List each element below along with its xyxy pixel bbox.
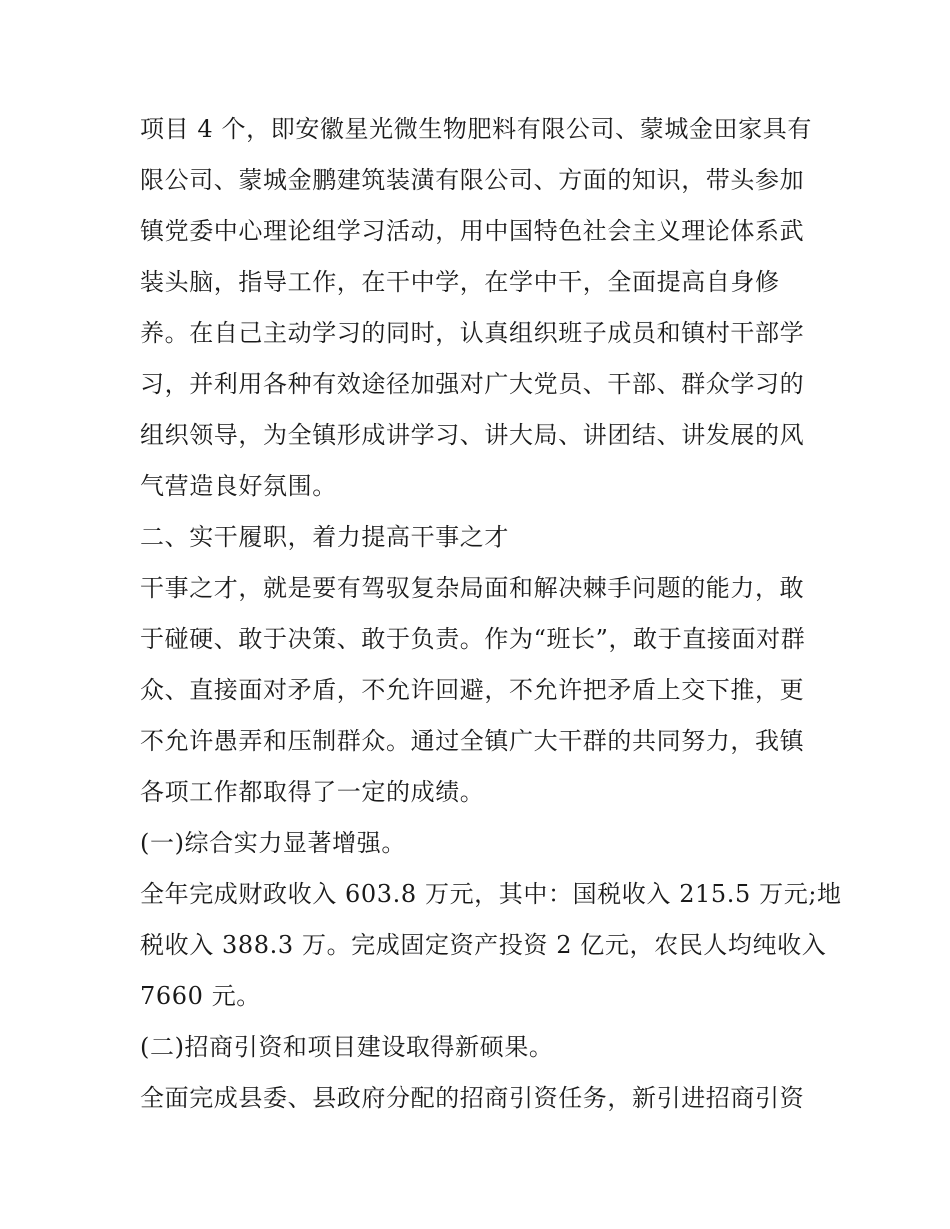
text-line-14: 各项工作都取得了一定的成绩。: [140, 778, 485, 806]
text-line-11: 于碰硬、敢于决策、敢于负责。作为“班长”，敢于直接面对群: [140, 625, 806, 653]
section-heading-2: 二、实干履职，着力提高干事之才: [140, 523, 509, 551]
text-line-18: 7660 元。: [140, 982, 261, 1010]
text-line-10: 干事之才，就是要有驾驭复杂局面和解决棘手问题的能力，敢: [140, 574, 805, 602]
text-line-7: 组织领导，为全镇形成讲学习、讲大局、讲团结、讲发展的风: [140, 421, 805, 449]
text-line-3: 镇党委中心理论组学习活动，用中国特色社会主义理论体系武: [140, 217, 805, 245]
text-line-8: 气营造良好氛围。: [140, 472, 337, 500]
text-line-4: 装头脑，指导工作，在干中学，在学中干，全面提高自身修: [140, 268, 780, 296]
text-line-12: 众、直接面对矛盾，不允许回避，不允许把矛盾上交下推，更: [140, 676, 805, 704]
text-line-13: 不允许愚弄和压制群众。通过全镇广大干群的共同努力，我镇: [140, 727, 805, 755]
text-line-5: 养。在自己主动学习的同时，认真组织班子成员和镇村干部学: [140, 319, 805, 347]
text-line-2: 限公司、蒙城金鹏建筑装潢有限公司、方面的知识，带头参加: [140, 166, 805, 194]
subsection-heading-1: (一)综合实力显著增强。: [140, 829, 406, 857]
subsection-heading-2: (二)招商引资和项目建设取得新硕果。: [140, 1033, 554, 1061]
text-line-17: 税收入 388.3 万。完成固定资产投资 2 亿元，农民人均纯收入: [140, 931, 827, 959]
text-line-1: 项目 4 个，即安徽星光微生物肥料有限公司、蒙城金田家具有: [140, 115, 812, 143]
text-line-6: 习，并利用各种有效途径加强对广大党员、干部、群众学习的: [140, 370, 805, 398]
text-line-20: 全面完成县委、县政府分配的招商引资任务，新引进招商引资: [140, 1084, 805, 1112]
text-line-16: 全年完成财政收入 603.8 万元，其中：国税收入 215.5 万元;地: [140, 880, 842, 908]
